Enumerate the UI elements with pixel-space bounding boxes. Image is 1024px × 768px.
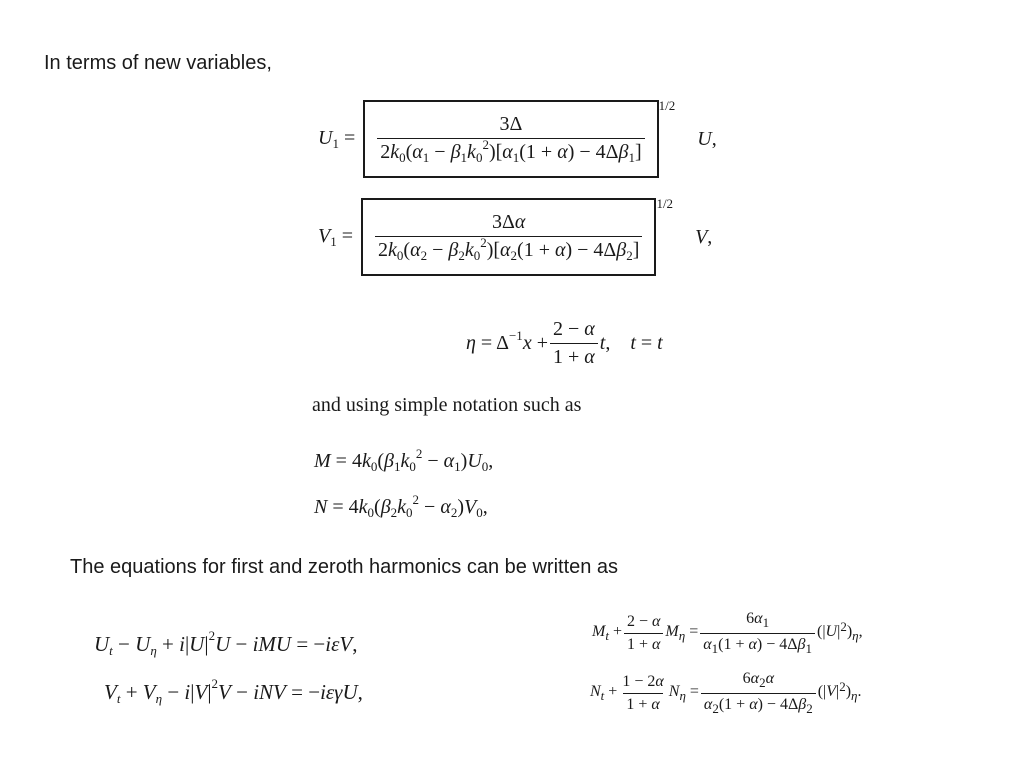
harmonics-text: The equations for first and zeroth harmonics can be written as bbox=[70, 556, 619, 578]
equation-n-t: $N_t$ + $\frac{1 - 2\alpha}{1 + \alpha}$ $N_\eta$ = $\frac{6\alpha_2\alpha}{\alpha_2(1 + \alpha) - 4\Delta\beta_2}$ $(|V|^2)_\eta$. bbox=[590, 670, 862, 716]
equation-u-t: $U_t - U_\eta + i|U|^2U$ − iMU = −iεV, bbox=[94, 628, 358, 658]
equation-eta: $\eta = \Delta^{-1}x$ + $\frac{2 - \alpha}{1 + \alpha}$ t, t = t bbox=[466, 318, 663, 368]
equation-n: $N = 4k_0(\beta_2k_0^2 - \alpha_2)V_0$, bbox=[314, 492, 488, 520]
equation-m-t: $M_t$ + $\frac{2 - \alpha}{1 + \alpha}$ $M_\eta$ = $\frac{6\alpha_1}{\alpha_1(1 + \alpha) - 4\Delta\beta_1}$ $(|U|^2)_\eta$, bbox=[592, 610, 863, 656]
equation-u1: $U_1$ = $\frac{3\Delta}{2k_0(\alpha_1 - \beta_1k_0^2)[\alpha_1(1 + \alpha) - 4\Delta\beta_1]}$ 1/2 U, bbox=[318, 100, 717, 178]
intro-text: In terms of new variables, bbox=[44, 52, 272, 74]
middle-text: and using simple notation such as bbox=[312, 394, 582, 416]
equation-m: $M = 4k_0(\beta_1k_0^2 - \alpha_1)U_0$, bbox=[314, 446, 494, 474]
equation-v1: $V_1$ = $\frac{3\Delta\alpha}{2k_0(\alpha_2 - \beta_2k_0^2)[\alpha_2(1 + \alpha) - 4\Delta\beta_2]}$ 1/2 V, bbox=[318, 198, 712, 276]
equation-v-t: $V_t + V_\eta - i|V|^2V$ − iNV = −iεγU, bbox=[104, 676, 363, 706]
